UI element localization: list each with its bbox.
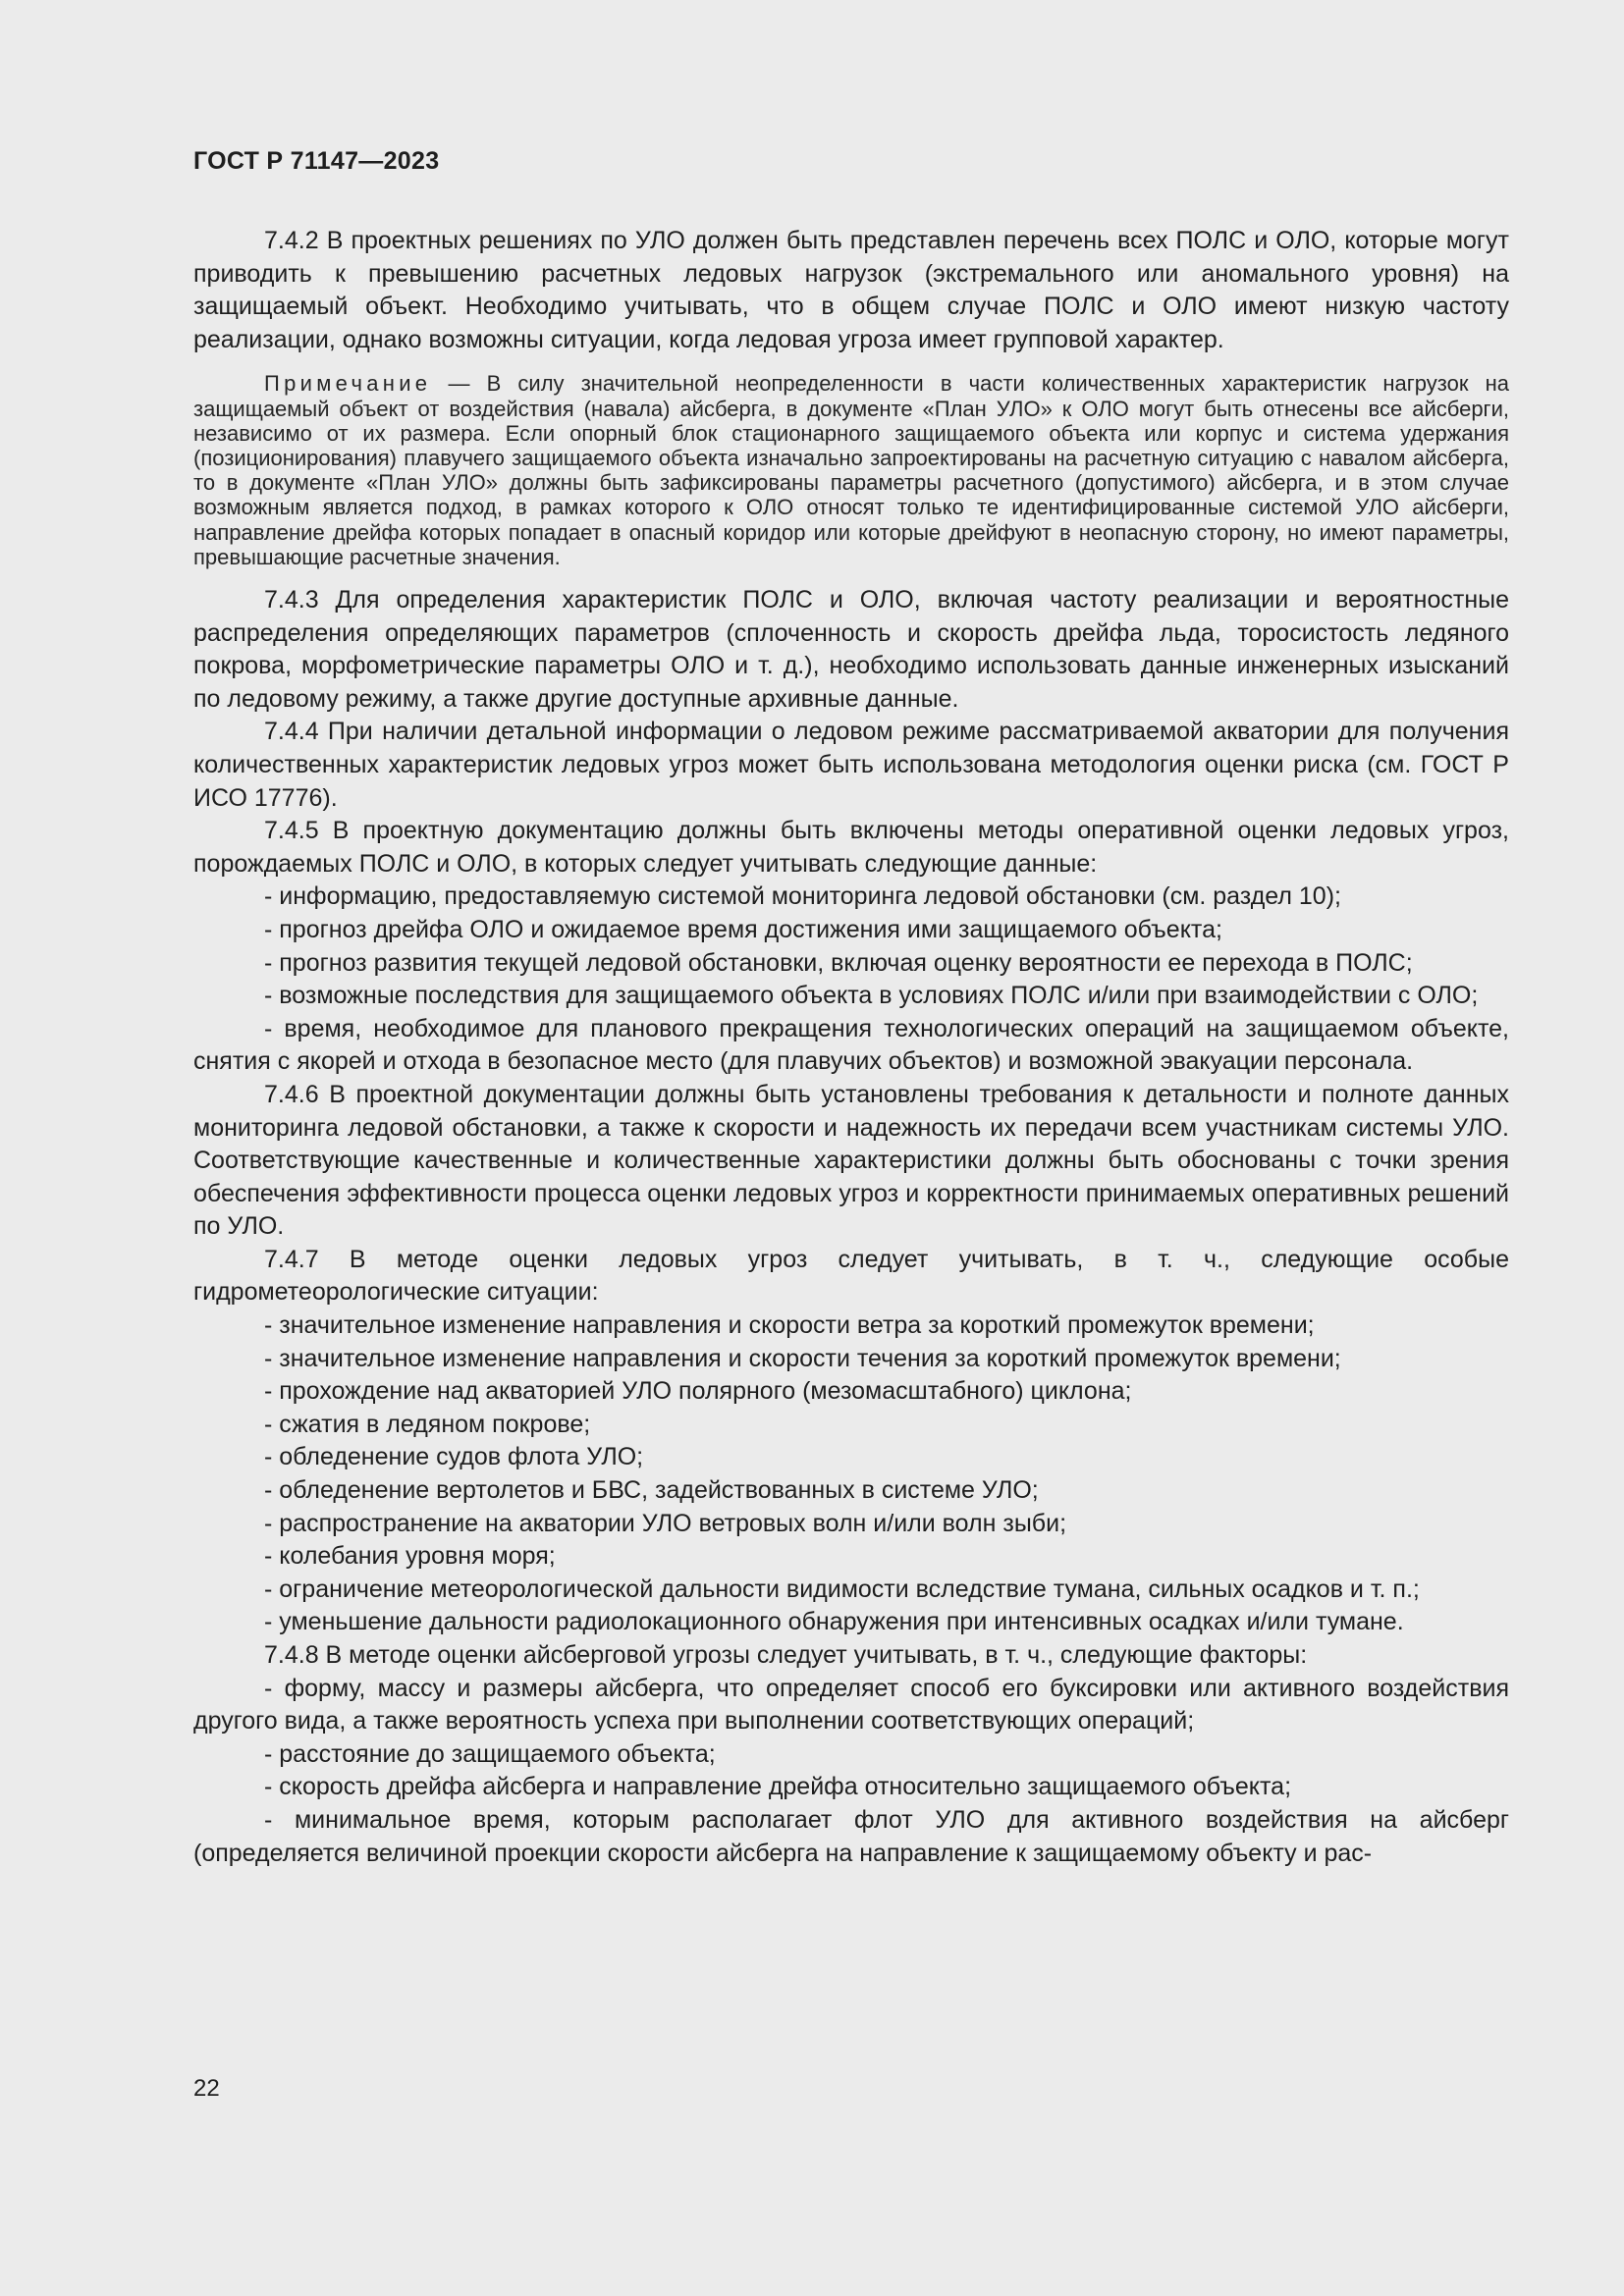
paragraph-7-4-8: 7.4.8 В методе оценки айсберговой угрозы следует учитывать, в т. ч., следующие факторы: [264, 1641, 1308, 1669]
list-item-7-4-5: - возможные последствия для защищаемого объекта в условиях ПОЛС и/или при взаимодействии с ОЛО; [264, 982, 1479, 1010]
document-header: ГОСТ Р 71147—2023 [193, 147, 440, 175]
list-item-7-4-8: - скорость дрейфа айсберга и направление дрейфа относительно защищаемого объекта; [264, 1773, 1292, 1801]
list-item-7-4-8: - форму, массу и размеры айсберга, что определяет способ его буксировки или активного воздействия другого вида, а также вероятность успеха при выполнении соответствующих операций; [193, 1674, 1509, 1735]
list-item-7-4-5: - информацию, предоставляемую системой мониторинга ледовой обстановки (см. раздел 10); [264, 882, 1341, 911]
list-item-7-4-5: - прогноз развития текущей ледовой обстановки, включая оценку вероятности ее перехода в ПОЛС; [264, 948, 1413, 977]
list-item-7-4-8: - минимальное время, которым располагает флот УЛО для активного воздействия на айсберг (определяется величиной проекции скорости айсберга на направление к защищаемому объекту и рас- [193, 1805, 1509, 1867]
list-item-7-4-7: - колебания уровня моря; [264, 1542, 556, 1571]
list-item-7-4-8: - расстояние до защищаемого объекта; [264, 1739, 716, 1768]
list-item-7-4-7: - обледенение вертолетов и БВС, задействованных в системе УЛО; [264, 1476, 1039, 1505]
list-item-7-4-7: - распространение на акватории УЛО ветровых волн и/или волн зыби; [264, 1509, 1067, 1537]
paragraph-7-4-7: 7.4.7 В методе оценки ледовых угроз следует учитывать, в т. ч., следующие особые гидрометеорологические ситуации: [193, 1245, 1509, 1307]
list-item-7-4-7: - значительное изменение направления и скорости течения за короткий промежуток времени; [264, 1344, 1341, 1372]
list-item-7-4-7: - значительное изменение направления и скорости ветра за короткий промежуток времени; [264, 1311, 1315, 1340]
note-label: Примечание [264, 371, 432, 397]
paragraph-7-4-3: 7.4.3 Для определения характеристик ПОЛС и ОЛО, включая частоту реализации и вероятностные распределения определяющих параметров (сплоченность и скорость дрейфа льда, торосистость ледяного покрова, морфометрические параметры ОЛО и т. д.), необходимо использовать данные инженерных изысканий по ледовому режиму, а также другие доступные архивные данные. [193, 586, 1509, 713]
page-number: 22 [193, 2075, 220, 2102]
paragraph-7-4-4: 7.4.4 При наличии детальной информации о ледовом режиме рассматриваемой акватории для получения количественных характеристик ледовых угроз может быть использована методология оценки риска (см. ГОСТ Р ИСО 17776). [193, 718, 1509, 812]
list-item-7-4-7: - уменьшение дальности радиолокационного обнаружения при интенсивных осадках и/или тумане. [264, 1608, 1404, 1636]
list-item-7-4-7: - обледенение судов флота УЛО; [264, 1443, 644, 1471]
paragraph-7-4-6: 7.4.6 В проектной документации должны быть установлены требования к детальности и полноте данных мониторинга ледовой обстановки, а также к скорости и надежность их передачи всем участникам системы УЛО. Соответствующие качественные и количественные характеристики должны быть обоснованы с точки зрения обеспечения эффективности процесса оценки ледовых угроз и корректности принимаемых оперативных решений по УЛО. [193, 1080, 1509, 1241]
paragraph-7-4-2: 7.4.2 В проектных решениях по УЛО должен быть представлен перечень всех ПОЛС и ОЛО, которые могут приводить к превышению расчетных ледовых нагрузок (экстремального или аномального уровня) на защищаемый объект. Необходимо учитывать, что в общем случае ПОЛС и ОЛО имеют низкую частоту реализации, однако возможны ситуации, когда ледовая угроза имеет групповой характер. [193, 227, 1509, 353]
note-paragraph [193, 371, 1509, 569]
note-text: — В силу значительной неопределенности в части количественных характеристик нагрузок на защищаемый объект от воздействия (навала) айсберга, в документе «План УЛО» к ОЛО могут быть отнесены все айсберги, независимо от их размера. Если опорный блок стационарного защищаемого объекта или корпус и система удержания (позиционирования) плавучего защищаемого объекта изначально запроектированы на расчетную ситуацию с навалом айсберга, то в документе «План УЛО» должны быть зафиксированы параметры расчетного (допустимого) айсберга, и в этом случае возможным является подход, в рамках которого к ОЛО относят только те идентифицированные системой УЛО айсберги, направление дрейфа которых попадает в опасный коридор или которые дрейфуют в неопасную сторону, но имеют параметры, превышающие расчетные значения. [193, 371, 1509, 569]
document-body [193, 225, 1509, 1870]
list-item-7-4-5: - время, необходимое для планового прекращения технологических операций на защищаемом объекте, снятия с якорей и отхода в безопасное место (для плавучих объектов) и возможной эвакуации персонала. [193, 1014, 1509, 1076]
paragraph-7-4-5: 7.4.5 В проектную документацию должны быть включены методы оперативной оценки ледовых угроз, порождаемых ПОЛС и ОЛО, в которых следует учитывать следующие данные: [193, 817, 1509, 878]
list-item-7-4-7: - ограничение метеорологической дальности видимости вследствие тумана, сильных осадков и т. п.; [264, 1575, 1420, 1603]
list-item-7-4-5: - прогноз дрейфа ОЛО и ожидаемое время достижения ими защищаемого объекта; [264, 915, 1222, 943]
list-item-7-4-7: - прохождение над акваторией УЛО полярного (мезомасштабного) циклона; [264, 1377, 1132, 1406]
list-item-7-4-7: - сжатия в ледяном покрове; [264, 1410, 591, 1438]
